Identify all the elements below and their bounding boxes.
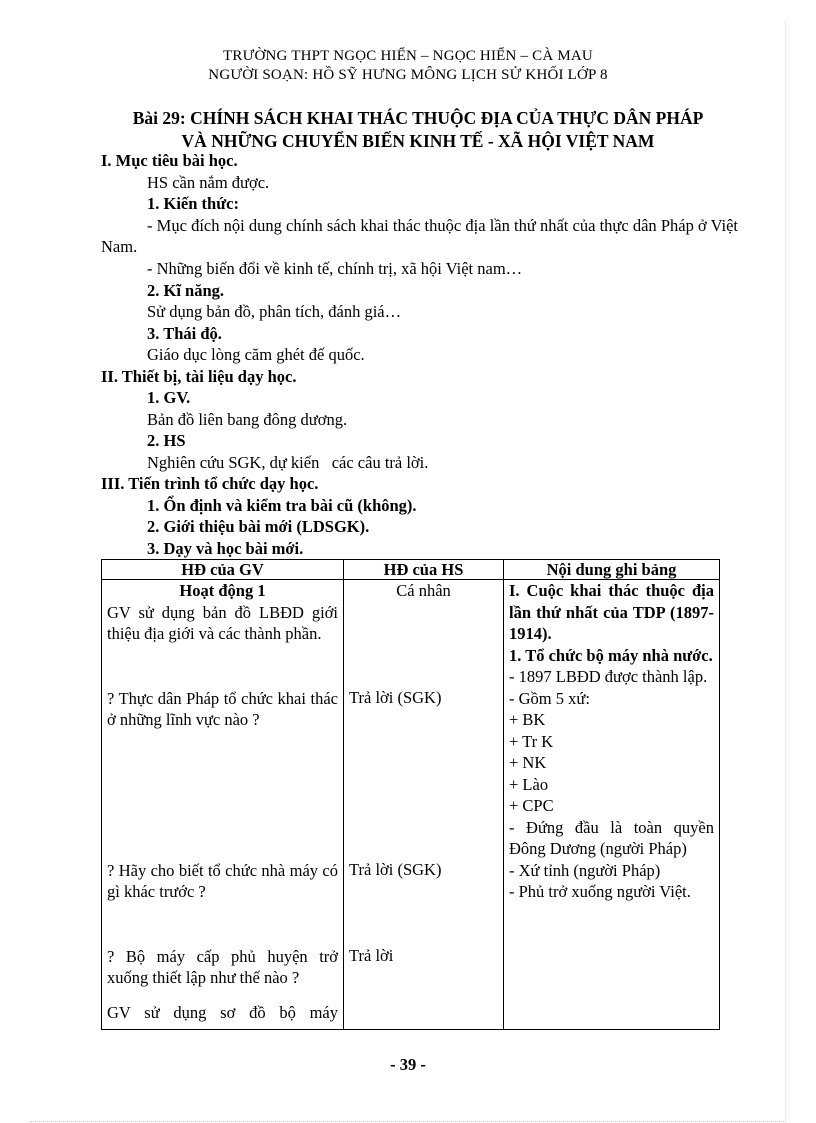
content-line-5: - Phủ trở xuống người Việt. bbox=[509, 882, 691, 901]
process-step-2: 2. Giới thiệu bài mới (LDSGK). bbox=[147, 517, 370, 536]
content-column bbox=[504, 580, 720, 1030]
teacher-question-3: ? Bộ máy cấp phủ huyện trở xuống thiết lập như thế nào ? bbox=[107, 946, 338, 987]
activity-1-heading: Hoạt động 1 bbox=[179, 581, 266, 600]
content-region-2: + Tr K bbox=[509, 731, 554, 751]
lesson-table bbox=[101, 559, 720, 1030]
teacher-question-1: ? Thực dân Pháp tổ chức khai thác ở những lĩnh vực nào ? bbox=[107, 688, 338, 729]
student-heading: 2. HS bbox=[147, 431, 186, 450]
process-step-3: 3. Dạy và học bài mới. bbox=[147, 539, 304, 558]
header-author: NGƯỜI SOẠN: HỒ SỸ HƯNG MÔNG LỊCH SỬ KHỐI LỚP 8 bbox=[208, 67, 608, 83]
objectives-intro: HS cần nắm được. bbox=[147, 173, 270, 192]
header-school: TRƯỜNG THPT NGỌC HIỂN – NGỌC HIỂN – CÀ MAU bbox=[223, 48, 593, 64]
knowledge-item-2: - Những biến đổi về kinh tế, chính trị, xã hội Việt nam… bbox=[147, 259, 523, 278]
table-header-row bbox=[102, 560, 720, 580]
title-line-2: VÀ NHỮNG CHUYỂN BIẾN KINH TẾ - XÃ HỘI VIỆT NAM bbox=[181, 131, 655, 151]
document-header bbox=[0, 47, 816, 85]
section-equipment: II. Thiết bị, tài liệu dạy học. bbox=[101, 367, 297, 386]
section-process: III. Tiến trình tổ chức dạy học. bbox=[101, 474, 319, 493]
content-line-2: - Gồm 5 xứ: bbox=[509, 688, 590, 708]
content-region-4: + Lào bbox=[509, 774, 549, 794]
student-answer-1: Trả lời (SGK) bbox=[349, 688, 442, 707]
content-line-3: - Đứng đầu là toàn quyền Đông Dương (người Pháp) bbox=[509, 817, 714, 858]
content-line-4: - Xứ tỉnh (người Pháp) bbox=[509, 860, 661, 880]
skills-heading: 2. Kĩ năng. bbox=[147, 281, 225, 300]
knowledge-item-1: - Mục đích nội dung chính sách khai thác thuộc địa lần thứ nhất của thực dân Pháp ở Việt Nam. bbox=[101, 216, 738, 256]
header-teacher: HĐ của GV bbox=[102, 560, 344, 580]
page-right-border bbox=[785, 20, 786, 1120]
knowledge-heading: 1. Kiến thức: bbox=[147, 194, 239, 213]
content-region-1: + BK bbox=[509, 710, 546, 729]
student-text: Nghiên cứu SGK, dự kiến các câu trả lời. bbox=[147, 453, 429, 472]
student-answer-3: Trả lời bbox=[349, 946, 394, 965]
lesson-title bbox=[0, 107, 816, 153]
teacher-column bbox=[102, 580, 344, 1030]
section-objectives: I. Mục tiêu bài học. bbox=[101, 151, 238, 170]
content-region-5: + CPC bbox=[509, 796, 554, 815]
attitude-heading: 3. Thái độ. bbox=[147, 324, 222, 343]
attitude-text: Giáo dục lòng căm ghét đế quốc. bbox=[147, 345, 365, 364]
student-column bbox=[344, 580, 504, 1030]
content-heading-2: 1. Tổ chức bộ máy nhà nước. bbox=[509, 645, 713, 665]
page-bottom-border bbox=[30, 1121, 786, 1122]
page-number: - 39 - bbox=[390, 1055, 426, 1074]
process-step-1: 1. Ổn định và kiểm tra bài cũ (không). bbox=[147, 496, 417, 515]
student-answer-2: Trả lời (SGK) bbox=[349, 860, 442, 879]
skills-text: Sử dụng bản đồ, phân tích, đánh giá… bbox=[147, 302, 402, 321]
teacher-question-2: ? Hãy cho biết tổ chức nhà máy có gì khác trước ? bbox=[107, 860, 338, 901]
teacher-diagram-note: GV sử dụng sơ đồ bộ máy bbox=[107, 1002, 338, 1022]
teacher-heading: 1. GV. bbox=[147, 388, 191, 407]
content-line-1: - 1897 LBĐD được thành lập. bbox=[509, 667, 708, 686]
content-heading-1: I. Cuộc khai thác thuộc địa lần thứ nhất của TDP (1897-1914). bbox=[509, 581, 714, 643]
title-line-1: Bài 29: CHÍNH SÁCH KHAI THÁC THUỘC ĐỊA CỦA THỰC DÂN PHÁP bbox=[132, 108, 704, 128]
table-row bbox=[102, 580, 720, 1030]
student-answer-0: Cá nhân bbox=[396, 581, 451, 600]
teacher-map-intro: GV sử dụng bản đồ LBĐD giới thiệu địa giới và các thành phần. bbox=[107, 602, 338, 643]
header-content: Nội dung ghi bảng bbox=[504, 560, 720, 580]
content-region-3: + NK bbox=[509, 753, 547, 772]
header-student: HĐ của HS bbox=[344, 560, 504, 580]
teacher-text: Bản đồ liên bang đông dương. bbox=[147, 410, 348, 429]
